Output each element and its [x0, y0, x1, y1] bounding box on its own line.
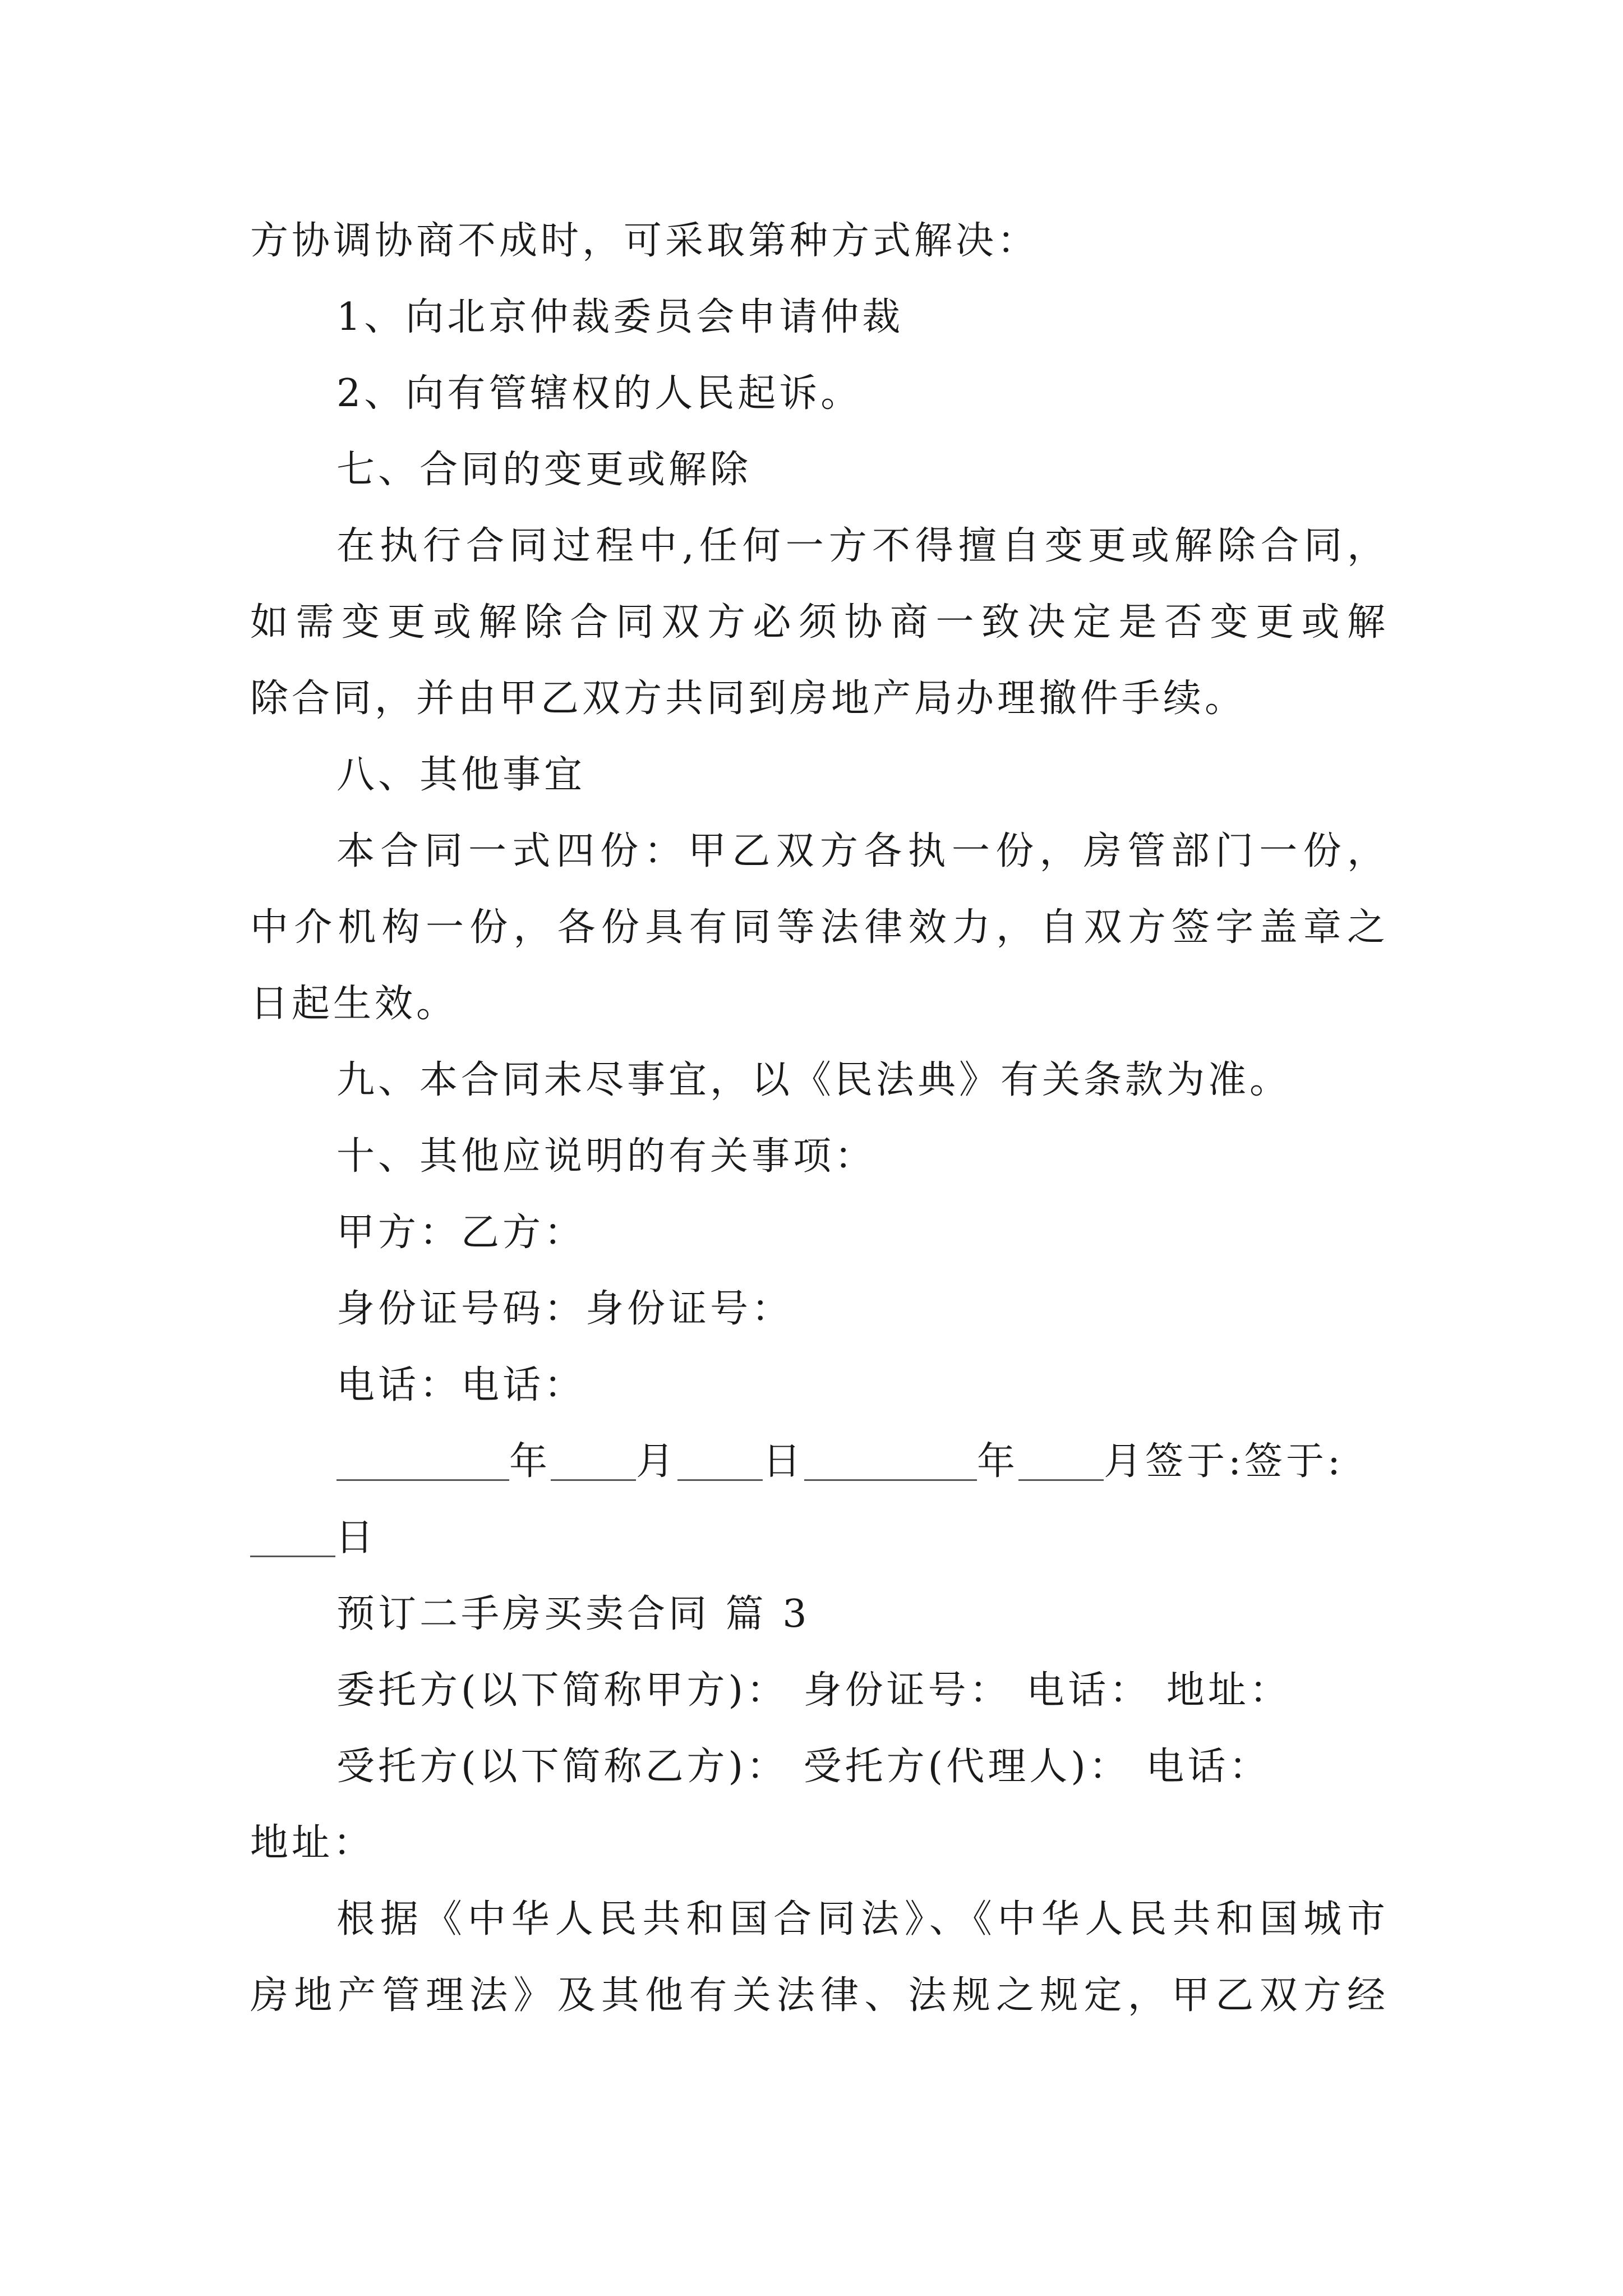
blank-day — [677, 1443, 763, 1481]
signature-date-line-cont — [250, 1510, 377, 1566]
blank-year — [336, 1443, 509, 1481]
list-item-arbitration: 1、向北京仲裁委员会申请仲裁 — [336, 295, 904, 339]
year-label: 年 — [509, 1439, 551, 1484]
paragraph-line: 除合同，并由甲乙双方共同到房地产局办理撤件手续。 — [250, 677, 1247, 721]
paragraph-line: 中介机构一份，各份具有同等法律效力，自双方签字盖章之 — [250, 905, 1389, 950]
day-label: 日 — [763, 1439, 805, 1484]
id-number-label: 身份证号码：身份证号： — [336, 1287, 794, 1331]
signed-at-label: 签于: — [1145, 1439, 1244, 1484]
paragraph-line: 本合同一式四份：甲乙双方各执一份，房管部门一份， — [336, 829, 1389, 873]
contract-title: 预订二手房买卖合同 篇 3 — [336, 1592, 810, 1636]
list-item-lawsuit: 2、向有管辖权的人民起诉。 — [336, 371, 863, 416]
month-label: 月 — [636, 1439, 678, 1484]
blank-month — [551, 1443, 636, 1481]
paragraph-line: 根据《中华人民共和国合同法》、《中华人民共和国城市 — [336, 1897, 1389, 1941]
agent-address-label: 地址： — [250, 1821, 375, 1865]
paragraph-line: 方协调协商不成时，可采取第种方式解决： — [250, 219, 1039, 263]
principal-info: 委托方(以下简称甲方)： 身份证号： 电话： 地址： — [336, 1668, 1291, 1713]
section-heading-10: 十、其他应说明的有关事项： — [336, 1134, 877, 1179]
paragraph-line: 日起生效。 — [250, 982, 458, 1026]
section-heading-9: 九、本合同未尽事宜，以《民法典》有关条款为准。 — [336, 1058, 1292, 1102]
day-label-2: 日 — [335, 1516, 377, 1560]
party-label: 甲方：乙方： — [336, 1211, 586, 1255]
section-heading-7: 七、合同的变更或解除 — [336, 448, 752, 492]
paragraph-line: 房地产管理法》及其他有关法律、法规之规定，甲乙双方经 — [250, 1973, 1389, 2018]
paragraph-line: 在执行合同过程中,任何一方不得擅自变更或解除合同， — [336, 524, 1389, 568]
blank-day-2 — [250, 1520, 335, 1557]
phone-label: 电话：电话： — [336, 1363, 586, 1407]
blank-year-2 — [804, 1443, 977, 1481]
signature-date-line — [336, 1434, 1344, 1490]
month-label-2: 月 — [1104, 1439, 1146, 1484]
signed-at-label-2: 签于: — [1244, 1439, 1344, 1484]
section-heading-8: 八、其他事宜 — [336, 753, 586, 797]
paragraph-line: 如需变更或解除合同双方必须协商一致决定是否变更或解 — [250, 600, 1389, 645]
agent-info: 受托方(以下简称乙方)： 受托方(代理人)： 电话： — [336, 1745, 1271, 1789]
year-label-2: 年 — [977, 1439, 1019, 1484]
blank-month-2 — [1018, 1443, 1104, 1481]
